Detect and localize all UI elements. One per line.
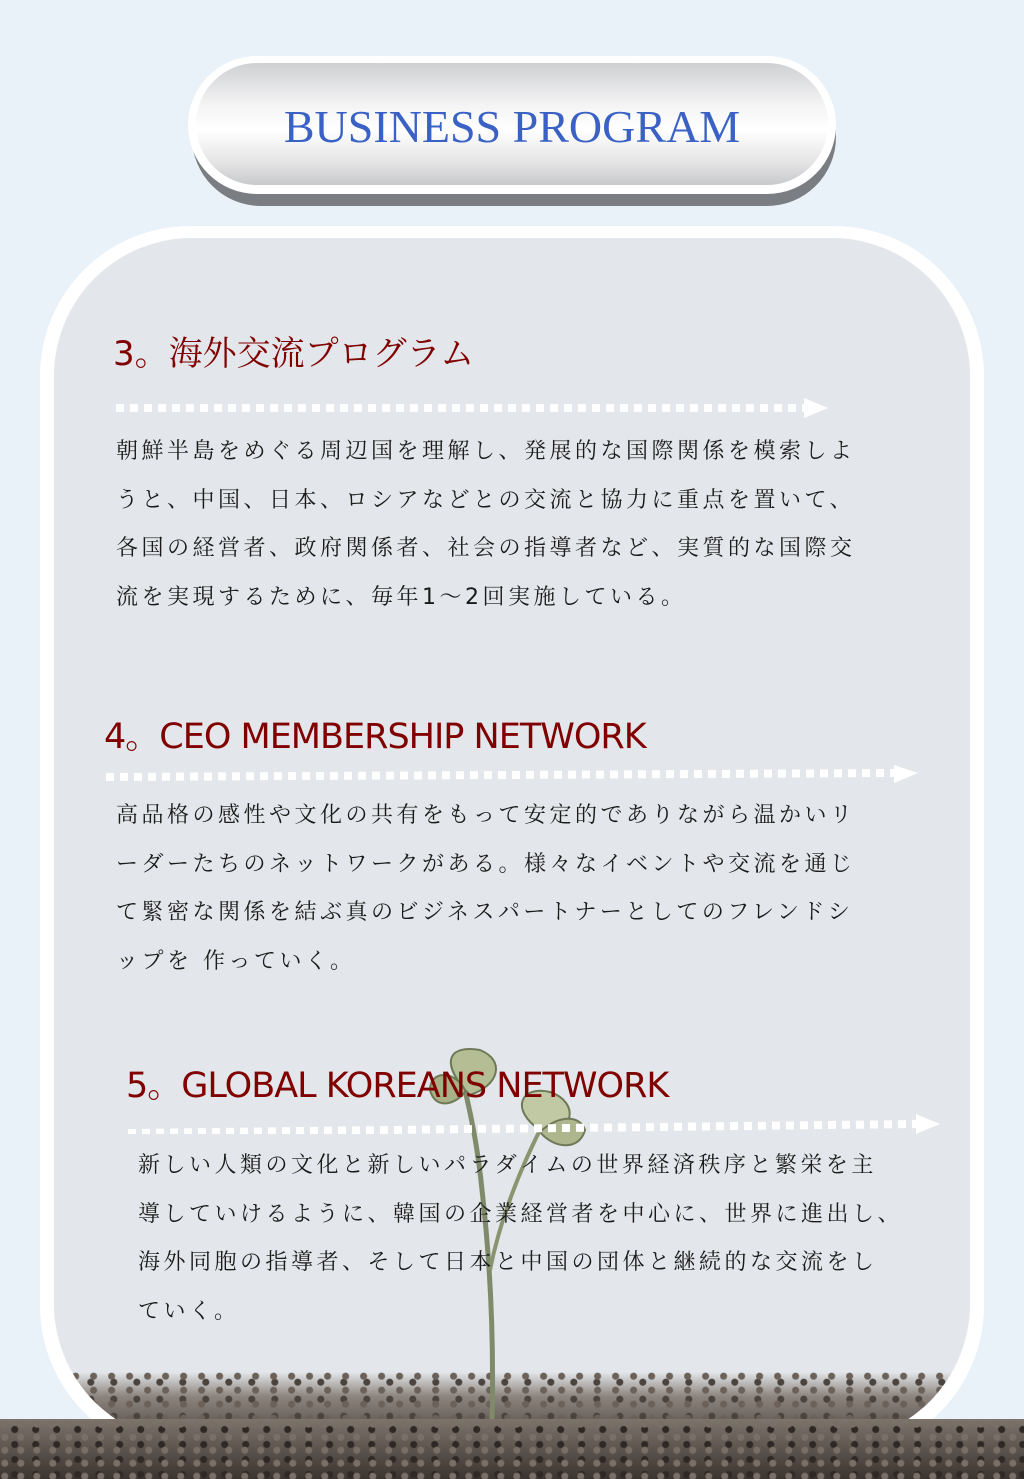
section-body-overseas-exchange [116,428,856,622]
dotted-arrow-icon [116,398,828,418]
paragraph-line: 海外同胞の指導者、そして日本と中国の団体と継続的な交流をし [138,1250,878,1275]
header-pill-inner [196,63,828,185]
soil-illustration [0,1419,1024,1479]
paragraph-line: ーダーたちのネットワークがある。様々なイベントや交流を通じ [116,851,856,877]
paragraph-line: 朝鮮半島をめぐる周辺国を理解し、発展的な国際関係を模索しよ [116,439,856,464]
dotted-arrow-icon [106,765,918,785]
section-heading-overseas-exchange: 3。海外交流プログラム [113,334,475,374]
dotted-arrow-icon [128,1114,940,1134]
paragraph-line: ップを 作っていく。 [116,948,356,974]
paragraph-line: うと、中国、日本、ロシアなどとの交流と協力に重点を置いて、 [116,487,856,513]
paragraph-line: て緊密な関係を結ぶ真のビジネスパートナーとしてのフレンドシ [116,900,854,925]
paragraph-line: 流を実現するために、毎年1〜2回実施している。 [116,584,687,610]
paragraph-line: 高品格の感性や文化の共有をもって安定的でありながら温かいリ [116,803,856,828]
paragraph-line: ていく。 [138,1298,240,1324]
paragraph-line: 新しい人類の文化と新しいパラダイムの世界経済秩序と繁栄を主 [138,1153,877,1178]
section-body-ceo-network [116,792,856,986]
section-heading-ceo-network: 4。CEO MEMBERSHIP NETWORK [104,717,646,757]
section-body-global-koreans [138,1142,903,1336]
section-heading-global-koreans: 5。GLOBAL KOREANS NETWORK [126,1066,669,1106]
paragraph-line: 導していけるように、韓国の企業経営者を中心に、世界に進出し、 [138,1201,904,1227]
page-title: BUSINESS PROGRAM [283,100,741,152]
paragraph-line: 各国の経営者、政府関係者、社会の指導者など、実質的な国際交 [116,536,856,561]
header-pill [188,56,836,194]
